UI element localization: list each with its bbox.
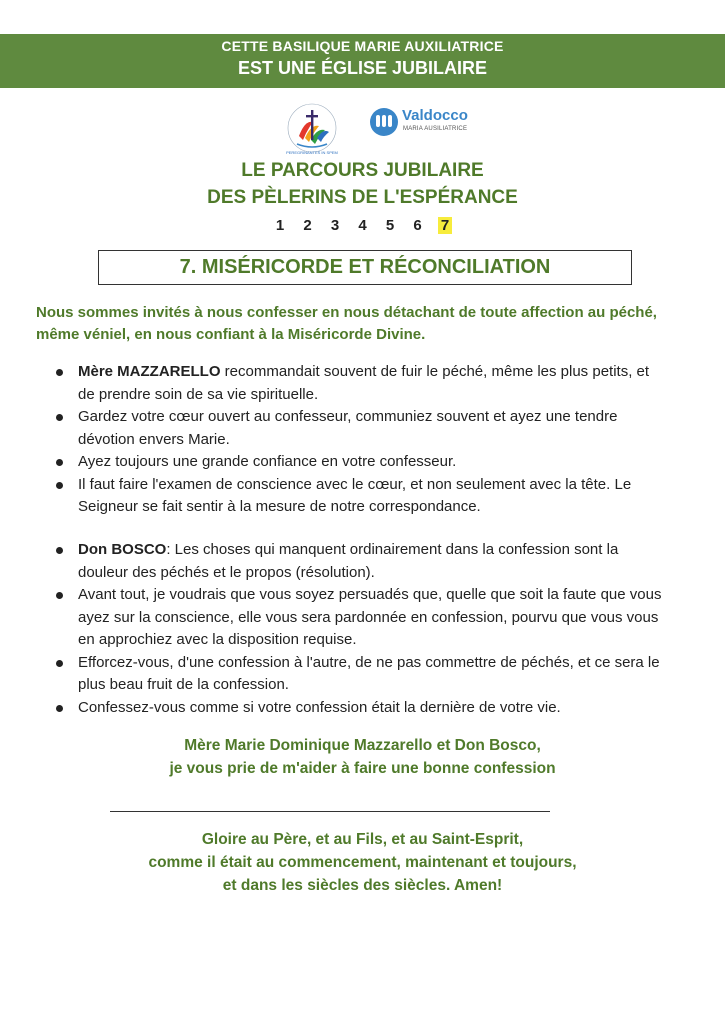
list-item-text: Avant tout, je voudrais que vous soyez persuadés que, quelle que soit la faute que vous ayez sur la conscience, elle vous sera pardonnée en confession, pourvu que vous vous en approchiez avec la disposition requise. <box>78 586 662 648</box>
step-4: 4 <box>358 217 367 234</box>
step-6: 6 <box>413 217 422 234</box>
bullet-icon <box>56 660 63 667</box>
valdocco-name: Valdocco <box>402 107 468 124</box>
banner-line-1: CETTE BASILIQUE MARIE AUXILIATRICE <box>221 38 504 54</box>
step-5: 5 <box>385 217 395 234</box>
step-7-active: 7 <box>438 217 452 234</box>
bullet-icon <box>56 414 63 421</box>
valdocco-people-icon <box>370 108 398 136</box>
parcours-title-line-2: DES PÈLERINS DE L'ESPÉRANCE <box>207 187 518 208</box>
bullet-icon <box>56 705 63 712</box>
parcours-title-line-1: LE PARCOURS JUBILAIRE <box>241 160 484 181</box>
bullet-icon <box>56 459 63 466</box>
prayer-line: et dans les siècles des siècles. Amen! <box>222 877 503 894</box>
intro-paragraph: Nous sommes invités à nous confesser en nous détachant de toute affection au péché, même véniel, en nous confiant à la Miséricorde Divine. <box>36 304 657 343</box>
bullet-icon <box>56 592 63 599</box>
list-item-text: Gardez votre cœur ouvert au confesseur, communiez souvent et ayez une tendre dévotion envers Marie. <box>78 408 618 448</box>
list-item <box>54 361 664 406</box>
bullet-icon <box>56 547 63 554</box>
mazzarello-list <box>54 361 664 519</box>
bosco-list <box>54 539 664 719</box>
list-item <box>54 652 664 697</box>
list-item <box>54 539 664 584</box>
step-1: 1 <box>275 217 285 234</box>
list-item <box>54 474 664 519</box>
list-item <box>54 697 664 720</box>
list-item-text: Confessez-vous comme si votre confession était la dernière de votre vie. <box>78 698 561 716</box>
list-item-text: Ayez toujours une grande confiance en votre confesseur. <box>78 453 457 470</box>
step-3: 3 <box>330 217 340 234</box>
list-item-text: : Les choses qui manquent ordinairement dans la confession sont la douleur des péchés et le propos (résolution). <box>78 541 619 581</box>
section-title: 7. MISÉRICORDE ET RÉCONCILIATION <box>98 250 632 285</box>
list-item <box>54 451 664 474</box>
prayer-line: Gloire au Père, et au Fils, et au Saint-Esprit, <box>201 831 524 848</box>
bosco-name: Don BOSCO <box>78 541 167 558</box>
mazzarello-name: Mère MAZZARELLO <box>78 363 221 380</box>
list-item-text: recommandait souvent de fuir le péché, même les plus petits, et de prendre soin de sa vie spirituelle. <box>78 363 650 403</box>
intercession-prayer <box>0 734 725 780</box>
prayer-line: Mère Marie Dominique Mazzarello et Don Bosco, <box>184 737 541 754</box>
jubilee-logo-icon <box>283 100 341 156</box>
list-item <box>54 406 664 451</box>
list-item-text: Il faut faire l'examen de conscience avec le cœur, et non seulement avec la tête. Le Seigneur se fait sentir à la mesure de notre correspondance. <box>78 475 632 515</box>
list-item <box>54 584 664 652</box>
logos-row <box>0 100 725 156</box>
divider-line <box>110 811 550 812</box>
jubilee-logo-text: PEREGRINANTES IN SPEM <box>286 150 338 155</box>
valdocco-subtitle: MARIA AUSILIATRICE <box>403 126 468 132</box>
bullet-icon <box>56 369 63 376</box>
prayer-line: comme il était au commencement, maintenant et toujours, <box>148 854 577 871</box>
bullet-icon <box>56 482 63 489</box>
banner-line-2: EST UNE ÉGLISE JUBILAIRE <box>237 58 488 78</box>
valdocco-logo <box>370 106 480 140</box>
list-item-text: Efforcez-vous, d'une confession à l'autre, de ne pas commettre de péchés, et ce sera le plus beau fruit de la confession. <box>78 653 660 693</box>
jubilee-banner <box>0 34 725 88</box>
gloria-prayer <box>0 828 725 897</box>
step-2: 2 <box>303 217 312 234</box>
step-numbers <box>0 217 725 234</box>
prayer-line: je vous prie de m'aider à faire une bonne confession <box>169 760 556 777</box>
